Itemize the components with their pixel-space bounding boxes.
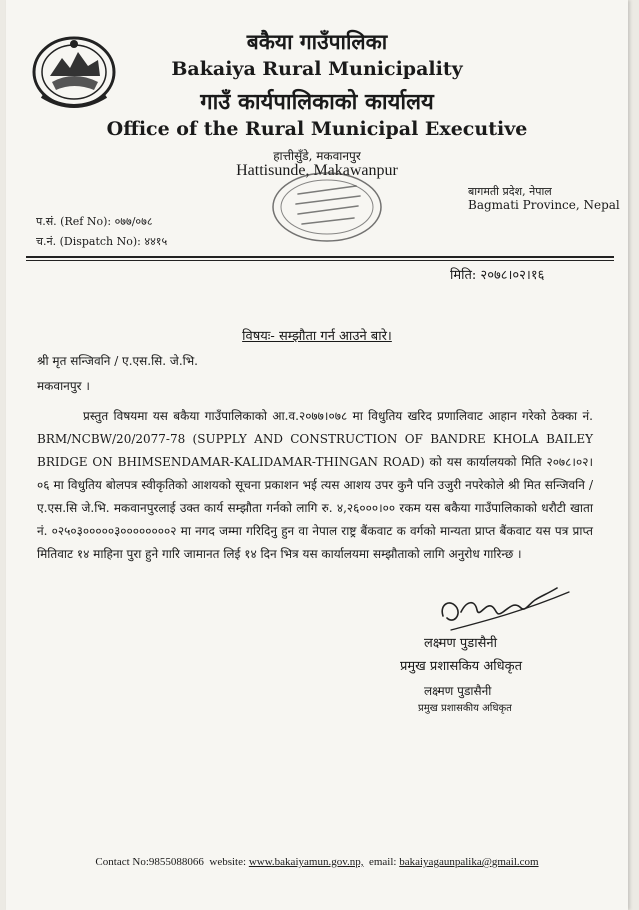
dispatch-number: च.नं. (Dispatch No): ४४१५ <box>36 235 168 248</box>
signatory-title: प्रमुख प्रशासकिय अधिकृत <box>400 659 523 674</box>
signatory-stamp-title: प्रमुख प्रशासकीय अधिकृत <box>418 703 512 714</box>
header-divider-thin <box>26 260 614 261</box>
email-link[interactable]: bakaiyagaunpalika@gmail.com <box>399 856 539 868</box>
address-nepali: हात्तीसुँडे, मकवानपुर <box>273 149 361 163</box>
office-stamp <box>268 168 386 246</box>
header-divider <box>26 256 614 258</box>
letter-subject: विषयः- सम्झौता गर्न आउने बारे। <box>242 329 392 344</box>
letter-page <box>6 0 628 910</box>
municipality-name-english: Bakaiya Rural Municipality <box>171 58 463 80</box>
recipient-name: श्री मृत सन्जिवनि / ए.एस.सि. जे.भि. <box>37 354 199 368</box>
reference-number: प.सं. (Ref No): ०७७/०७८ <box>36 215 153 228</box>
letter-date: मिति: २०७८।०२।१६ <box>450 268 545 283</box>
recipient-address: मकवानपुर । <box>37 379 90 393</box>
office-name-nepali: गाउँ कार्यपालिकाको कार्यालय <box>200 89 434 115</box>
municipality-name-nepali: बकैया गाउँपालिका <box>246 29 388 54</box>
signatory-name: लक्ष्मण पुडासैनी <box>424 636 497 651</box>
letter-body-text: प्रस्तुत विषयमा यस बकैया गाउँपालिकाको आ.व.२०७७।०७८ मा विधुतिय खरिद प्रणालिवाट आहान गरेको ठेक्का नं. BRM/NCBW/20/2077-78 (SUPPLY AND CONSTRUCTION OF BANDRE KHOLA BAILEY BRIDGE ON BHIMSENDAMAR-KALIDAMAR-THINGAN ROAD) को यस कार्यालयको मिति २०७८।०२।०६ मा विधुतिय बोलपत्र स्वीकृतिको आशयको सूचना प्रकाशन भई त्यस आशय उपर कुनै पनि उजुरी नपरेकोले श्री मित सन्जिवनि / ए.एस.सि जे.भि. मकवानपुरलाई उक्त कार्य सम्झौता गर्नको लागि रु. ४,२६०००।०० रकम यस बकैया गाउँपालिकाको धरौटी खाता नं. ०२५०३०००००३००००००००२ मा नगद जम्मा गरिदिनु हुन वा नेपाल राष्ट्र बैंकवाट क वर्गको मान्यता प्राप्त बैंकवाट यस पत्र प्राप्त मितिवाट १४ माहिना पुरा हुने गारि जामानत लिई १४ दिन भित्र यस कार्यालयमा सम्झौताको लागि अनुरोध गारिन्छ । <box>37 409 593 561</box>
email-label: email: <box>368 856 397 868</box>
footer-contact <box>6 856 628 868</box>
province-nepali: बागमती प्रदेश, नेपाल <box>468 185 552 198</box>
signatory-stamp-name: लक्ष्मण पुडासैनी <box>424 684 492 698</box>
website-label: website: <box>209 856 247 868</box>
website-link[interactable]: www.bakaiyamun.gov.np, <box>248 856 364 868</box>
letter-body <box>37 405 593 566</box>
province-english: Bagmati Province, Nepal <box>468 198 620 212</box>
address-english: Hattisunde, Makawanpur <box>236 162 398 179</box>
office-name-english: Office of the Rural Municipal Executive <box>106 118 528 140</box>
contact-number: Contact No:9855088066 <box>95 856 204 868</box>
